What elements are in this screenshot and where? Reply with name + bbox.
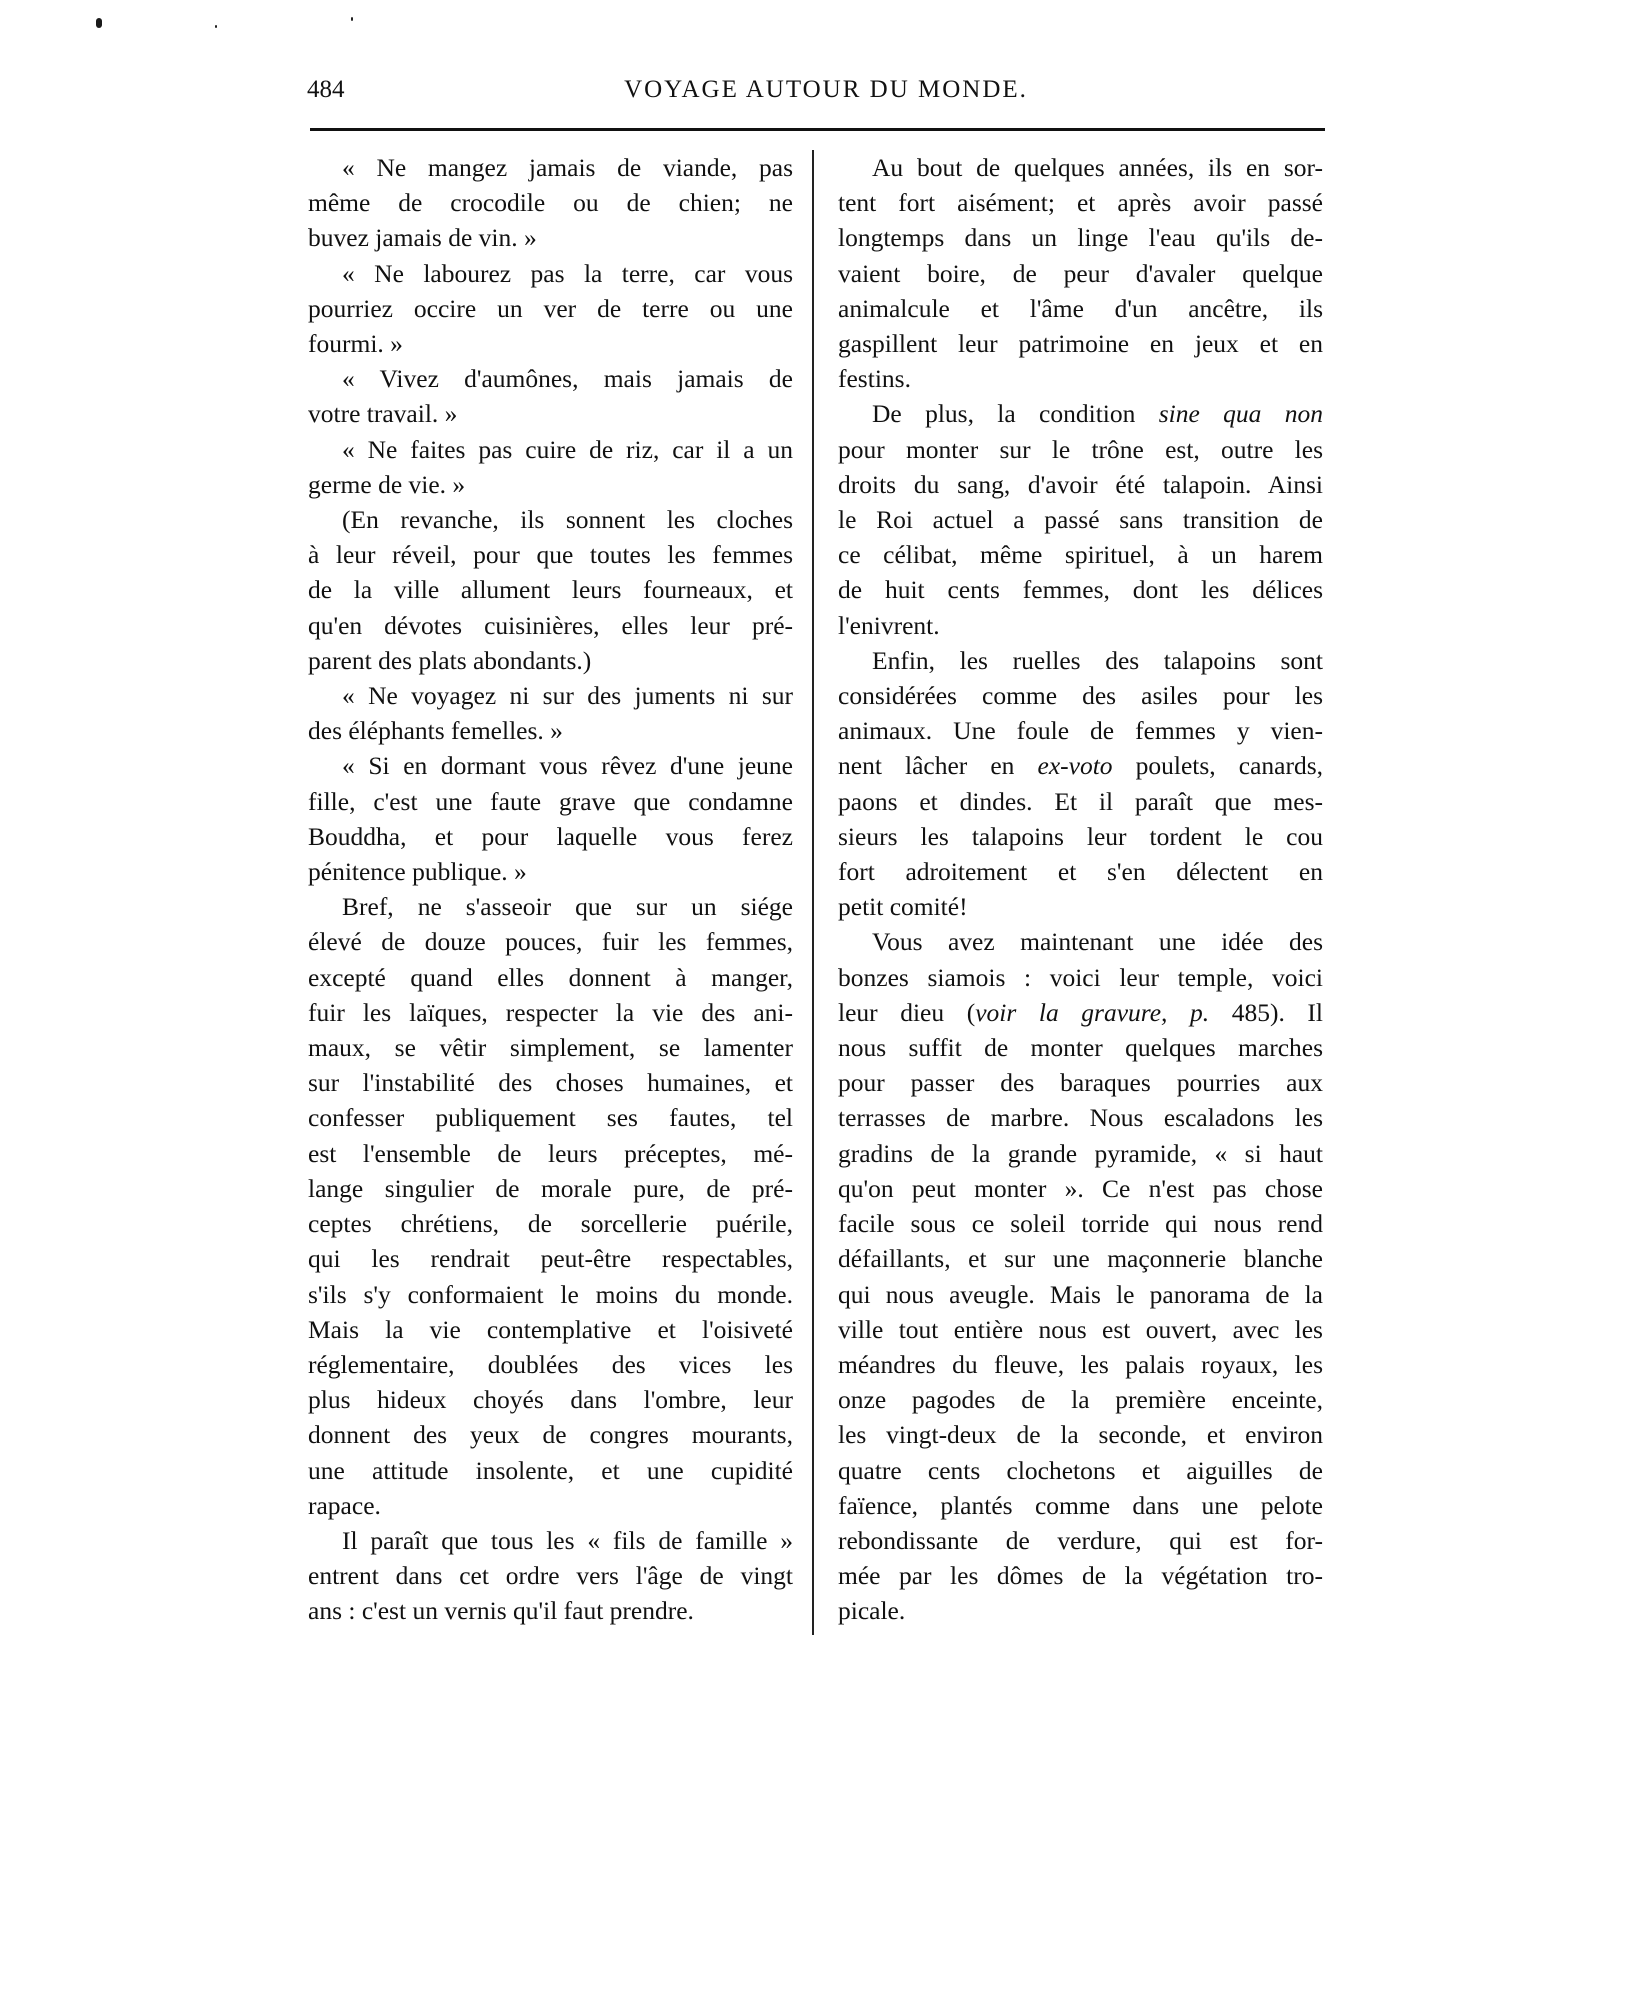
text-line: tent fort aisément; et après avoir passé (838, 188, 1323, 218)
text-line: considérées comme des asiles pour les (838, 681, 1323, 711)
text-line: maux, se vêtir simplement, se lamenter (308, 1033, 793, 1063)
text-line: « Vivez d'aumônes, mais jamais de (342, 364, 793, 394)
text-line: l'enivrent. (838, 610, 940, 640)
running-title: VOYAGE AUTOUR DU MONDE. (624, 76, 1028, 103)
column-divider (812, 150, 814, 1635)
text-line: qui les rendrait peut-être respectables, (308, 1244, 793, 1274)
text-line: Enfin, les ruelles des talapoins sont (872, 645, 1323, 675)
text-line: ce célibat, même spirituel, à un harem (838, 540, 1323, 570)
text-line: qui nous aveugle. Mais le panorama de la (838, 1279, 1323, 1309)
italic-text: ex-voto (1037, 751, 1113, 781)
scan-speck (351, 17, 353, 21)
text-line: (En revanche, ils sonnent les cloches (342, 505, 793, 535)
text-line: ceptes chrétiens, de sorcellerie puérile, (308, 1209, 793, 1239)
text-line: facile sous ce soleil torride qui nous rend (838, 1209, 1323, 1239)
paragraph (308, 256, 793, 362)
page-header (307, 72, 1325, 112)
text-line: rapace. (308, 1490, 381, 1520)
text-line: fort adroitement et s'en délectent en (838, 857, 1323, 887)
text-line: votre travail. » (308, 399, 458, 429)
text-line: lange singulier de morale pure, de pré- (308, 1173, 793, 1203)
paragraph (308, 432, 793, 502)
text-line: Au bout de quelques années, ils en sor- (872, 153, 1323, 182)
page-number: 484 (307, 76, 345, 103)
text-line: de la ville allument leurs fourneaux, et (308, 575, 793, 605)
text-line: élevé de douze pouces, fuir les femmes, (308, 927, 793, 957)
paragraph (308, 889, 793, 1523)
text-line: Vous avez maintenant une idée des (872, 927, 1323, 957)
right-column (838, 150, 1323, 1629)
text-line: entrent dans cet ordre vers l'âge de vingt (308, 1561, 793, 1591)
text-line: pénitence publique. » (308, 857, 527, 887)
paragraph (308, 678, 793, 748)
text-line: buvez jamais de vin. » (308, 223, 537, 253)
scan-speck (215, 25, 217, 28)
text-line: fourmi. » (308, 329, 403, 359)
text-line: gradins de la grande pyramide, « si haut (838, 1138, 1323, 1168)
text-line: onze pagodes de la première enceinte, (838, 1385, 1323, 1415)
text-line: droits du sang, d'avoir été talapoin. Ainsi (838, 469, 1323, 499)
text-line: nent lâcher en ex-voto poulets, canards, (838, 751, 1323, 781)
text-line: mée par les dômes de la végétation tro- (838, 1561, 1323, 1591)
text-line: bonzes siamois : voici leur temple, voici (838, 962, 1323, 992)
text-line: les vingt-deux de la seconde, et environ (838, 1420, 1323, 1450)
text-line: vaient boire, de peur d'avaler quelque (838, 258, 1323, 288)
text-line: Bouddha, et pour laquelle vous ferez (308, 821, 793, 851)
left-column (308, 150, 793, 1629)
text-line: qu'on peut monter ». Ce n'est pas chose (838, 1173, 1323, 1203)
paragraph (308, 502, 793, 678)
paragraph (838, 924, 1323, 1628)
text-line: De plus, la condition sine qua non (872, 399, 1324, 429)
text-line: pourriez occire un ver de terre ou une (308, 293, 793, 323)
text-line: petit comité! (838, 892, 968, 922)
text-line: fuir les laïques, respecter la vie des ani- (308, 997, 793, 1027)
text-line: des éléphants femelles. » (308, 716, 563, 746)
text-line: paons et dindes. Et il paraît que mes- (838, 786, 1323, 816)
paragraph (838, 396, 1323, 642)
text-line: quatre cents clochetons et aiguilles de (838, 1455, 1323, 1485)
text-line: animalcule et l'âme d'un ancêtre, ils (838, 293, 1323, 323)
text-line: méandres du fleuve, les palais royaux, les (838, 1349, 1323, 1379)
text-line: « Ne labourez pas la terre, car vous (342, 258, 793, 288)
text-line: défaillants, et sur une maçonnerie blanche (838, 1244, 1323, 1274)
italic-text: voir la gravure, p. (975, 997, 1210, 1027)
text-line: Bref, ne s'asseoir que sur un siége (342, 892, 793, 922)
text-line: même de crocodile ou de chien; ne (308, 188, 793, 218)
text-line: de huit cents femmes, dont les délices (838, 575, 1323, 605)
text-line: « Ne faites pas cuire de riz, car il a un (342, 434, 793, 464)
text-line: picale. (838, 1596, 906, 1626)
text-line: est l'ensemble de leurs préceptes, mé- (308, 1138, 793, 1168)
text-line: longtemps dans un linge l'eau qu'ils de- (838, 223, 1323, 253)
paragraph (308, 150, 793, 256)
text-line: nous suffit de monter quelques marches (838, 1033, 1323, 1063)
paragraph (838, 150, 1323, 396)
text-line: terrasses de marbre. Nous escaladons les (838, 1103, 1323, 1133)
text-line: ans : c'est un vernis qu'il faut prendre. (308, 1596, 694, 1626)
text-line: pour monter sur le trône est, outre les (838, 434, 1323, 464)
text-line: pour passer des baraques pourries aux (838, 1068, 1323, 1098)
text-line: ville tout entière nous est ouvert, avec les (838, 1314, 1323, 1344)
text-line: donnent des yeux de congres mourants, (308, 1420, 793, 1450)
text-line: sieurs les talapoins leur tordent le cou (838, 821, 1323, 851)
text-line: germe de vie. » (308, 469, 466, 499)
text-line: parent des plats abondants.) (308, 645, 592, 675)
text-line: gaspillent leur patrimoine en jeux et en (838, 329, 1323, 359)
text-line: festins. (838, 364, 911, 394)
text-line: confesser publiquement ses fautes, tel (308, 1103, 793, 1133)
text-line: Il paraît que tous les « fils de famille » (342, 1525, 793, 1555)
paragraph (308, 748, 793, 889)
text-line: rebondissante de verdure, qui est for- (838, 1525, 1323, 1555)
text-line: s'ils s'y conformaient le moins du monde. (308, 1279, 793, 1309)
text-line: réglementaire, doublées des vices les (308, 1349, 793, 1379)
scan-speck (96, 18, 102, 28)
paragraph (308, 361, 793, 431)
text-line: leur dieu (voir la gravure, p. 485). Il (838, 997, 1323, 1027)
text-line: Mais la vie contemplative et l'oisiveté (308, 1314, 793, 1344)
text-line: animaux. Une foule de femmes y vien- (838, 716, 1323, 746)
paragraph (308, 1523, 793, 1629)
text-line: « Si en dormant vous rêvez d'une jeune (342, 751, 793, 781)
italic-text: sine qua non (1158, 399, 1324, 429)
paragraph (838, 643, 1323, 925)
text-line: plus hideux choyés dans l'ombre, leur (308, 1385, 793, 1415)
text-line: qu'en dévotes cuisinières, elles leur pré- (308, 610, 793, 640)
text-line: excepté quand elles donnent à manger, (308, 962, 793, 992)
text-line: sur l'instabilité des choses humaines, et (308, 1068, 793, 1098)
text-line: « Ne voyagez ni sur des juments ni sur (342, 681, 793, 711)
text-line: fille, c'est une faute grave que condamne (308, 786, 793, 816)
text-line: « Ne mangez jamais de viande, pas (342, 153, 793, 182)
header-rule (310, 128, 1325, 131)
text-line: une attitude insolente, et une cupidité (308, 1455, 793, 1485)
text-line: le Roi actuel a passé sans transition de (838, 505, 1323, 535)
text-line: faïence, plantés comme dans une pelote (838, 1490, 1323, 1520)
text-line: à leur réveil, pour que toutes les femmes (308, 540, 793, 570)
